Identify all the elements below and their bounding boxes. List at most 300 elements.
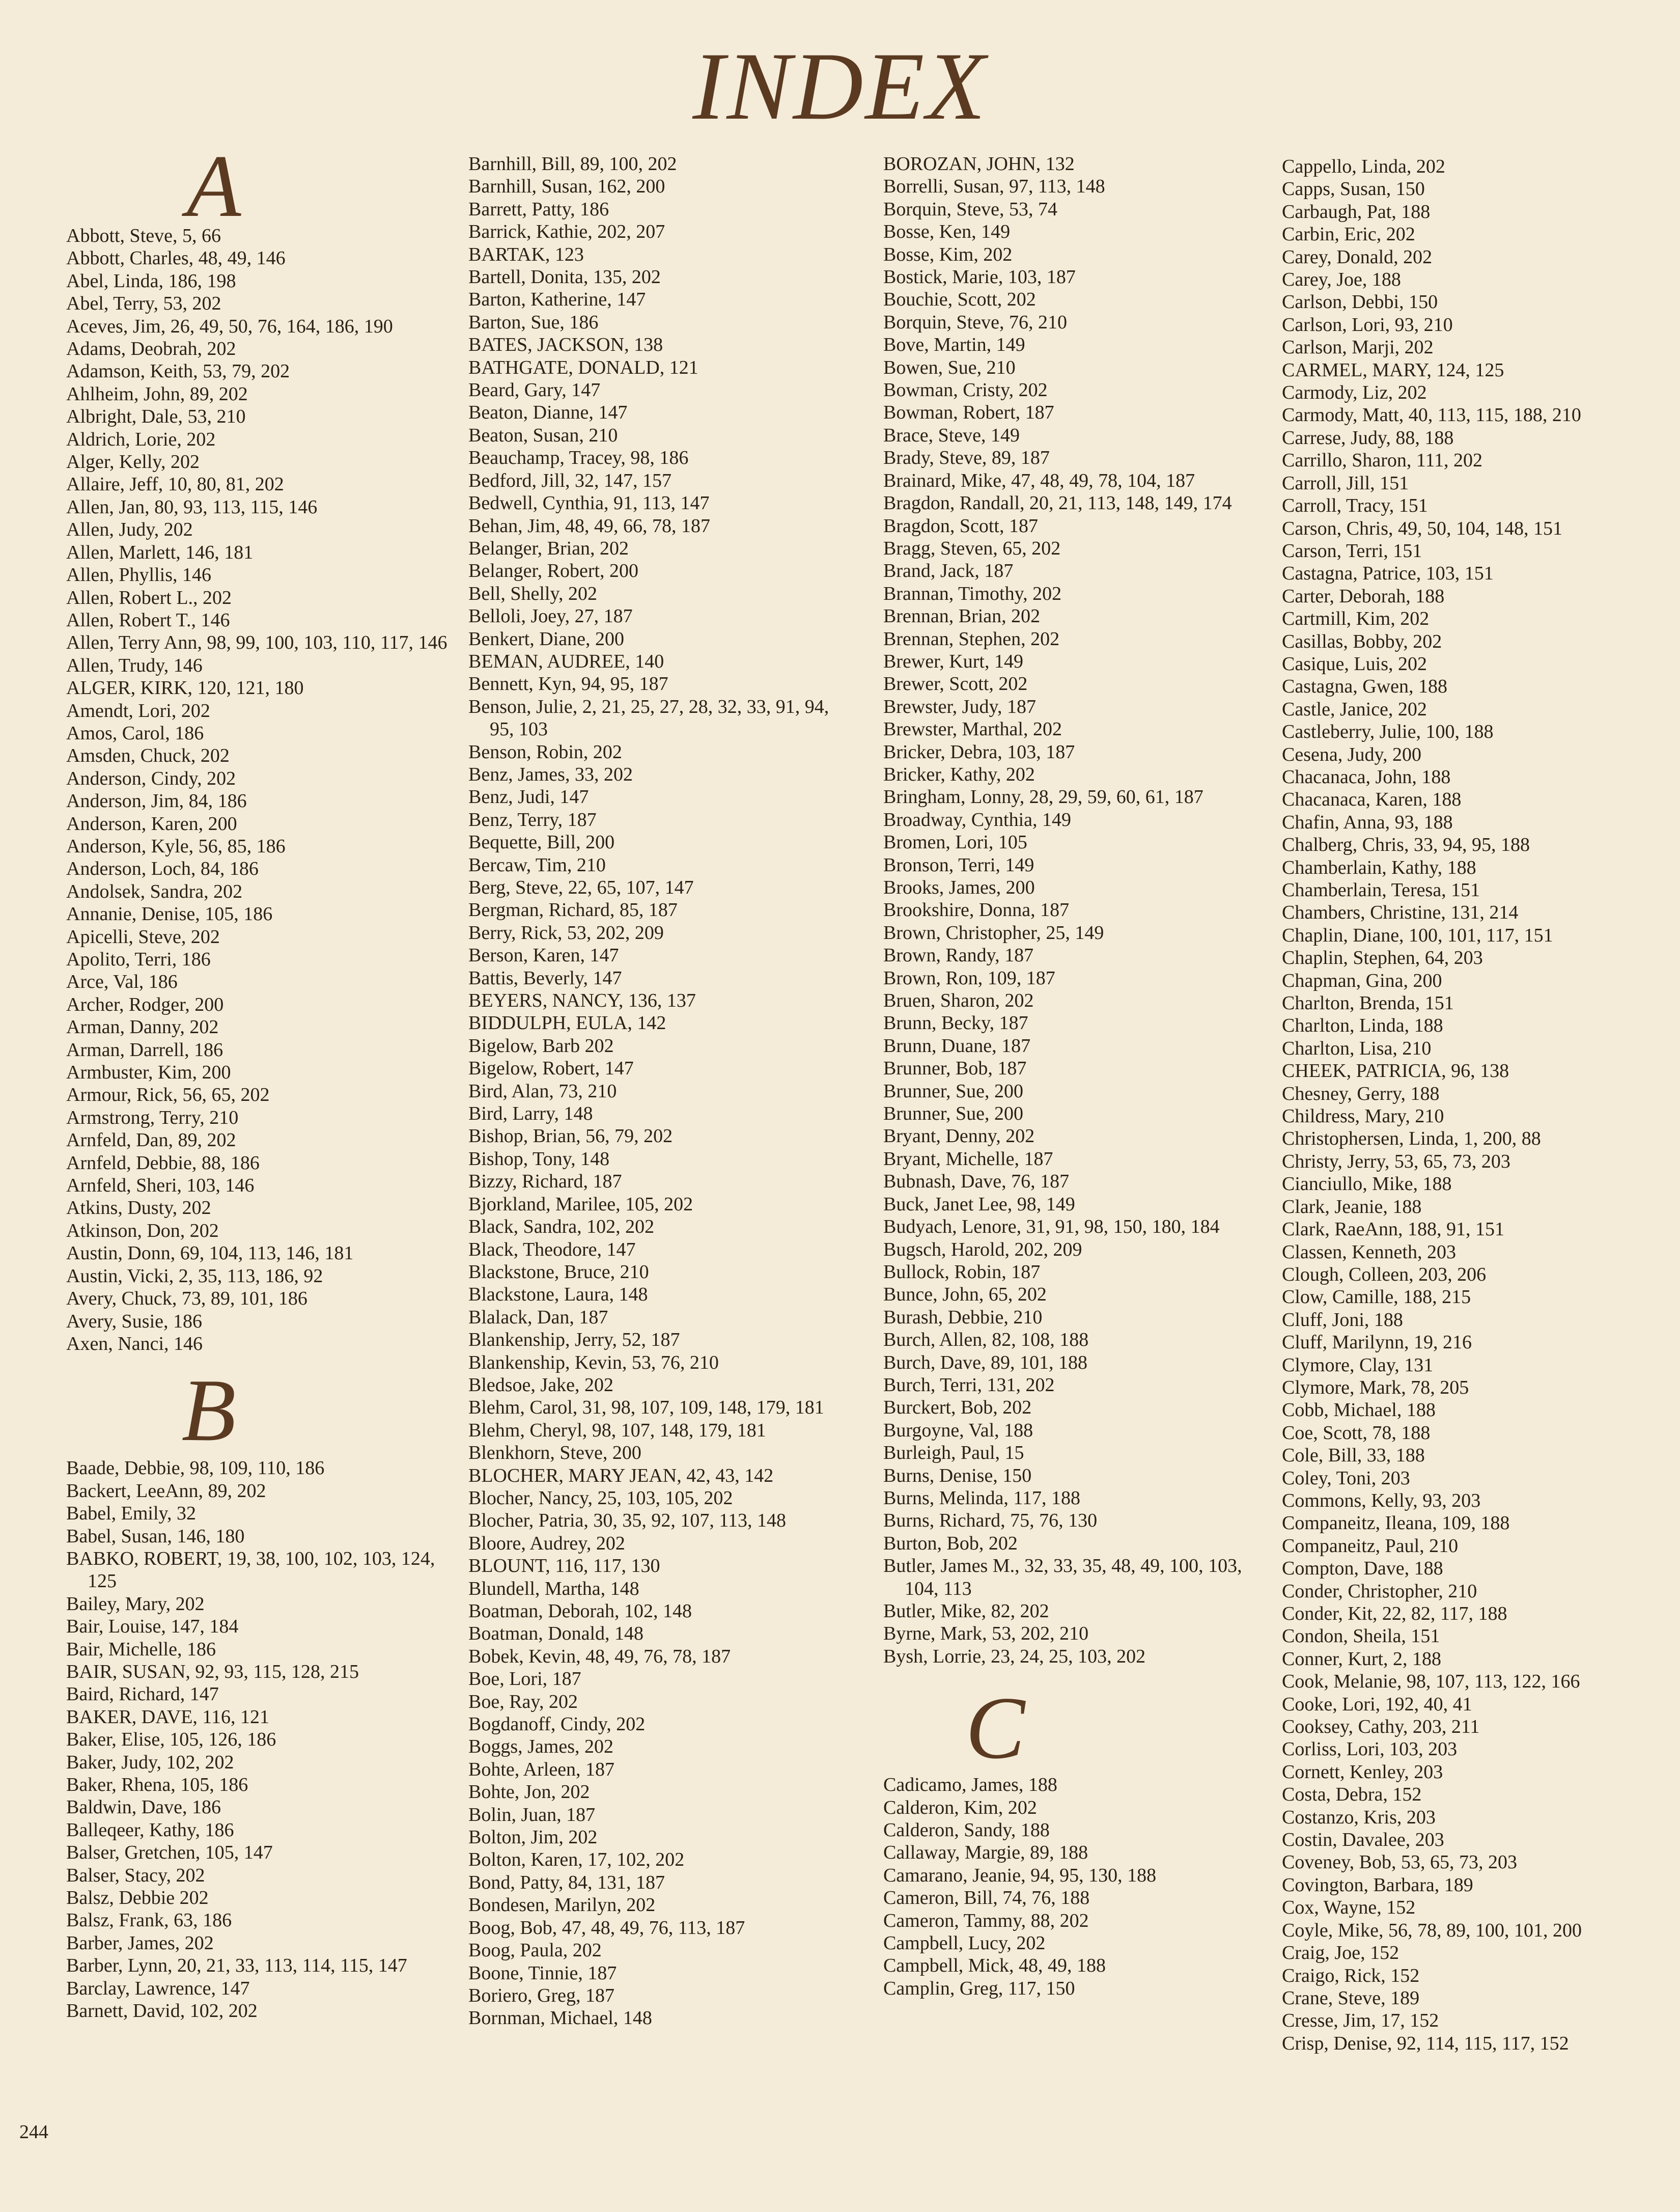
- index-entry: Cartmill, Kim, 202: [1282, 608, 1430, 630]
- index-entry: Bledsoe, Jake, 202: [468, 1374, 613, 1396]
- index-entry: Carmody, Matt, 40, 113, 115, 188, 210: [1282, 404, 1581, 426]
- index-entry: Covington, Barbara, 189: [1282, 1874, 1473, 1896]
- index-entry: Blocher, Patria, 30, 35, 92, 107, 113, 148: [468, 1510, 786, 1532]
- index-entry: Carson, Chris, 49, 50, 104, 148, 151: [1282, 517, 1562, 539]
- index-entry: Bronson, Terri, 149: [883, 854, 1034, 876]
- page-number: 244: [19, 2121, 48, 2143]
- index-entry: Brewer, Scott, 202: [883, 673, 1028, 695]
- index-entry: CARMEL, MARY, 124, 125: [1282, 359, 1504, 381]
- section-letter: B: [181, 1361, 236, 1460]
- index-entry: Clow, Camille, 188, 215: [1282, 1286, 1471, 1308]
- index-entry: Carlson, Lori, 93, 210: [1282, 314, 1453, 336]
- index-entry: Burash, Debbie, 210: [883, 1306, 1043, 1328]
- index-entry: Burch, Terri, 131, 202: [883, 1374, 1055, 1396]
- index-entry: Beaton, Dianne, 147: [468, 402, 628, 424]
- index-entry: Albright, Dale, 53, 210: [66, 406, 246, 428]
- index-entry: Avery, Susie, 186: [66, 1310, 203, 1332]
- index-entry: Baldwin, Dave, 186: [66, 1796, 221, 1818]
- index-entry: Carson, Terri, 151: [1282, 540, 1422, 562]
- index-entry: Allen, Judy, 202: [66, 519, 193, 541]
- index-entry: Austin, Vicki, 2, 35, 113, 186, 92: [66, 1265, 323, 1287]
- index-entry: Brown, Ron, 109, 187: [883, 967, 1055, 989]
- index-entry: Bryant, Denny, 202: [883, 1125, 1035, 1147]
- index-entry: Anderson, Kyle, 56, 85, 186: [66, 835, 286, 857]
- index-entry: Borquin, Steve, 76, 210: [883, 311, 1067, 333]
- index-entry: Bohte, Arleen, 187: [468, 1758, 615, 1780]
- index-entry: Craig, Joe, 152: [1282, 1942, 1399, 1964]
- index-entry: Bartell, Donita, 135, 202: [468, 266, 661, 288]
- index-entry: Brand, Jack, 187: [883, 560, 1014, 582]
- index-entry: Craigo, Rick, 152: [1282, 1965, 1420, 1986]
- index-entry: Chapman, Gina, 200: [1282, 970, 1442, 991]
- index-entry: Bricker, Kathy, 202: [883, 763, 1035, 785]
- index-entry: Chacanaca, John, 188: [1282, 766, 1451, 788]
- index-entry: Berry, Rick, 53, 202, 209: [468, 922, 664, 944]
- index-entry: Allen, Trudy, 146: [66, 654, 203, 676]
- index-entry: Broadway, Cynthia, 149: [883, 809, 1072, 831]
- index-entry: Beard, Gary, 147: [468, 379, 601, 401]
- index-entry: Bragdon, Scott, 187: [883, 515, 1038, 537]
- index-entry: Cameron, Tammy, 88, 202: [883, 1910, 1089, 1931]
- index-entry: Bringham, Lonny, 28, 29, 59, 60, 61, 187: [883, 786, 1203, 808]
- index-entry: BARTAK, 123: [468, 243, 584, 265]
- index-entry: Cadicamo, James, 188: [883, 1774, 1057, 1796]
- index-entry: BABKO, ROBERT, 19, 38, 100, 102, 103, 124, 125: [66, 1547, 440, 1592]
- index-entry: CHEEK, PATRICIA, 96, 138: [1282, 1060, 1509, 1082]
- index-entry: Campbell, Mick, 48, 49, 188: [883, 1955, 1106, 1977]
- index-entry: Carrese, Judy, 88, 188: [1282, 427, 1454, 449]
- index-entry: Bird, Larry, 148: [468, 1103, 593, 1125]
- index-entry: Backert, LeeAnn, 89, 202: [66, 1480, 266, 1502]
- index-entry: Bolin, Juan, 187: [468, 1804, 596, 1826]
- index-entry: Amsden, Chuck, 202: [66, 745, 230, 767]
- index-entry: Blalack, Dan, 187: [468, 1306, 608, 1328]
- index-entry: Bunce, John, 65, 202: [883, 1284, 1047, 1306]
- index-entry: Allen, Terry Ann, 98, 99, 100, 103, 110, 117, 146: [66, 632, 447, 654]
- index-entry: Costin, Davalee, 203: [1282, 1829, 1444, 1851]
- index-entry: BEMAN, AUDREE, 140: [468, 650, 664, 672]
- index-entry: Allen, Robert L., 202: [66, 587, 232, 609]
- index-entry: Clymore, Mark, 78, 205: [1282, 1376, 1469, 1398]
- index-entry: Anderson, Jim, 84, 186: [66, 790, 247, 812]
- index-entry: Bostick, Marie, 103, 187: [883, 266, 1076, 288]
- index-entry: Bolton, Karen, 17, 102, 202: [468, 1849, 685, 1871]
- index-entry: Armour, Rick, 56, 65, 202: [66, 1084, 270, 1106]
- index-entry: Babel, Susan, 146, 180: [66, 1525, 245, 1547]
- index-entry: Coe, Scott, 78, 188: [1282, 1422, 1431, 1444]
- index-entry: Burgoyne, Val, 188: [883, 1419, 1033, 1441]
- index-entry: Brunner, Bob, 187: [883, 1058, 1027, 1080]
- index-entry: Benkert, Diane, 200: [468, 628, 625, 650]
- index-entry: Calderon, Sandy, 188: [883, 1819, 1050, 1841]
- index-entry: Arnfeld, Dan, 89, 202: [66, 1129, 236, 1151]
- index-entry: Chamberlain, Kathy, 188: [1282, 856, 1476, 878]
- index-entry: Carbaugh, Pat, 188: [1282, 201, 1431, 223]
- index-entry: Bobek, Kevin, 48, 49, 76, 78, 187: [468, 1645, 731, 1667]
- index-entry: ALGER, KIRK, 120, 121, 180: [66, 677, 304, 699]
- index-entry: Bubnash, Dave, 76, 187: [883, 1171, 1070, 1193]
- index-entry: Arman, Darrell, 186: [66, 1039, 223, 1061]
- index-entry: Blankenship, Jerry, 52, 187: [468, 1329, 680, 1351]
- index-entry: Anderson, Karen, 200: [66, 813, 237, 835]
- index-entry: Burns, Richard, 75, 76, 130: [883, 1510, 1098, 1532]
- index-entry: Bergman, Richard, 85, 187: [468, 899, 678, 921]
- index-entry: Charlton, Linda, 188: [1282, 1015, 1443, 1037]
- index-entry: Carey, Donald, 202: [1282, 246, 1433, 268]
- index-entry: Commons, Kelly, 93, 203: [1282, 1489, 1481, 1511]
- index-entry: Bondesen, Marilyn, 202: [468, 1894, 656, 1916]
- index-entry: Boe, Lori, 187: [468, 1668, 581, 1690]
- index-entry: Anderson, Loch, 84, 186: [66, 858, 259, 880]
- index-entry: Compton, Dave, 188: [1282, 1558, 1443, 1580]
- index-entry: Anderson, Cindy, 202: [66, 767, 236, 789]
- index-entry: Blehm, Carol, 31, 98, 107, 109, 148, 179, 181: [468, 1397, 824, 1419]
- index-entry: Chalberg, Chris, 33, 94, 95, 188: [1282, 834, 1530, 856]
- index-entry: Charlton, Lisa, 210: [1282, 1037, 1432, 1059]
- index-entry: BEYERS, NANCY, 136, 137: [468, 990, 696, 1012]
- index-entry: Bornman, Michael, 148: [468, 2007, 652, 2029]
- index-entry: Archer, Rodger, 200: [66, 993, 224, 1015]
- index-entry: Barrick, Kathie, 202, 207: [468, 221, 665, 243]
- index-entry: Carlson, Marji, 202: [1282, 337, 1434, 358]
- index-entry: BAKER, DAVE, 116, 121: [66, 1706, 270, 1728]
- index-entry: Brennan, Stephen, 202: [883, 628, 1060, 650]
- index-entry: BATHGATE, DONALD, 121: [468, 356, 698, 378]
- index-entry: Bond, Patty, 84, 131, 187: [468, 1871, 665, 1893]
- index-entry: Brewster, Marthal, 202: [883, 718, 1062, 740]
- index-entry: Brunn, Duane, 187: [883, 1035, 1031, 1057]
- index-entry: Bromen, Lori, 105: [883, 832, 1027, 853]
- index-entry: Classen, Kenneth, 203: [1282, 1241, 1456, 1263]
- index-entry: Benz, James, 33, 202: [468, 763, 633, 785]
- section-letter: C: [965, 1678, 1025, 1778]
- index-entry: Costanzo, Kris, 203: [1282, 1806, 1436, 1828]
- index-entry: Annanie, Denise, 105, 186: [66, 903, 273, 925]
- index-entry: Barton, Katherine, 147: [468, 289, 646, 311]
- index-entry: Beaton, Susan, 210: [468, 424, 618, 446]
- index-entry: Brunn, Becky, 187: [883, 1012, 1028, 1034]
- index-entry: Bercaw, Tim, 210: [468, 854, 606, 876]
- index-entry: Brewster, Judy, 187: [883, 696, 1036, 717]
- index-entry: Clark, Jeanie, 188: [1282, 1196, 1422, 1218]
- index-entry: Bair, Louise, 147, 184: [66, 1616, 239, 1638]
- index-entry: Bosse, Ken, 149: [883, 221, 1011, 243]
- index-entry: BATES, JACKSON, 138: [468, 334, 663, 356]
- index-entry: BIDDULPH, EULA, 142: [468, 1012, 666, 1034]
- index-entry: Barber, Lynn, 20, 21, 33, 113, 114, 115, 147: [66, 1955, 407, 1977]
- index-entry: Baird, Richard, 147: [66, 1683, 219, 1705]
- index-entry: Carmody, Liz, 202: [1282, 382, 1427, 404]
- index-entry: Balser, Gretchen, 105, 147: [66, 1842, 273, 1864]
- index-entry: Brennan, Brian, 202: [883, 605, 1041, 627]
- index-entry: Casillas, Bobby, 202: [1282, 630, 1442, 652]
- index-entry: Callaway, Margie, 89, 188: [883, 1842, 1088, 1864]
- index-entry: Balsz, Debbie 202: [66, 1887, 209, 1909]
- index-entry: Brunner, Sue, 200: [883, 1103, 1023, 1125]
- index-column-4: [1282, 155, 1669, 2055]
- index-entry: Carey, Joe, 188: [1282, 269, 1401, 291]
- index-entry: Allen, Jan, 80, 93, 113, 115, 146: [66, 496, 318, 518]
- index-entry: Chacanaca, Karen, 188: [1282, 789, 1462, 811]
- index-entry: Bowen, Sue, 210: [883, 356, 1016, 378]
- index-entry: Benson, Julie, 2, 21, 25, 27, 28, 32, 33, 91, 94, 95, 103: [468, 696, 834, 740]
- index-entry: Chesney, Gerry, 188: [1282, 1083, 1440, 1104]
- index-entry: Bowman, Robert, 187: [883, 402, 1054, 424]
- index-entry: Blocher, Nancy, 25, 103, 105, 202: [468, 1487, 733, 1509]
- index-entry: Avery, Chuck, 73, 89, 101, 186: [66, 1288, 307, 1310]
- index-entry: Boog, Paula, 202: [468, 1940, 602, 1961]
- index-entry: Calderon, Kim, 202: [883, 1796, 1037, 1818]
- index-entry: Barrett, Patty, 186: [468, 198, 609, 220]
- index-entry: Carlson, Debbi, 150: [1282, 291, 1438, 313]
- index-entry: Burch, Allen, 82, 108, 188: [883, 1329, 1089, 1351]
- index-entry: Borquin, Steve, 53, 74: [883, 198, 1057, 220]
- index-entry: Conner, Kurt, 2, 188: [1282, 1648, 1441, 1670]
- index-entry: Adamson, Keith, 53, 79, 202: [66, 361, 290, 382]
- index-entry: Behan, Jim, 48, 49, 66, 78, 187: [468, 515, 710, 537]
- index-entry: Cianciullo, Mike, 188: [1282, 1173, 1452, 1195]
- index-entry: Cooke, Lori, 192, 40, 41: [1282, 1693, 1472, 1715]
- index-entry: Abbott, Steve, 5, 66: [66, 225, 221, 246]
- index-entry: Babel, Emily, 32: [66, 1503, 197, 1525]
- index-entry: Brooks, James, 200: [883, 877, 1035, 898]
- index-entry: Condon, Sheila, 151: [1282, 1625, 1440, 1647]
- index-entry: Cook, Melanie, 98, 107, 113, 122, 166: [1282, 1671, 1580, 1693]
- index-entry: Brookshire, Donna, 187: [883, 899, 1070, 921]
- index-entry: Bolton, Jim, 202: [468, 1827, 598, 1848]
- index-entry: BOROZAN, JOHN, 132: [883, 153, 1075, 175]
- index-entry: Bysh, Lorrie, 23, 24, 25, 103, 202: [883, 1645, 1146, 1667]
- index-entry: Cox, Wayne, 152: [1282, 1897, 1416, 1919]
- index-entry: Carroll, Jill, 151: [1282, 472, 1409, 494]
- index-entry: Bird, Alan, 73, 210: [468, 1080, 617, 1102]
- index-entry: Axen, Nanci, 146: [66, 1333, 203, 1354]
- index-entry: Cornett, Kenley, 203: [1282, 1761, 1443, 1783]
- index-entry: Carrillo, Sharon, 111, 202: [1282, 450, 1483, 472]
- index-entry: Burckert, Bob, 202: [883, 1397, 1032, 1419]
- index-column-3: [883, 153, 1270, 2000]
- index-entry: Black, Theodore, 147: [468, 1238, 636, 1260]
- index-entry: Carter, Deborah, 188: [1282, 585, 1445, 607]
- index-entry: Crane, Steve, 189: [1282, 1987, 1420, 2009]
- index-entry: Cresse, Jim, 17, 152: [1282, 2010, 1439, 2032]
- index-entry: Companeitz, Ileana, 109, 188: [1282, 1512, 1510, 1534]
- index-entry: Brewer, Kurt, 149: [883, 650, 1023, 672]
- index-entry: Blundell, Martha, 148: [468, 1578, 639, 1599]
- index-entry: Burch, Dave, 89, 101, 188: [883, 1351, 1088, 1373]
- index-entry: Brannan, Timothy, 202: [883, 583, 1062, 604]
- index-entry: Bishop, Tony, 148: [468, 1148, 610, 1170]
- index-entry: Capps, Susan, 150: [1282, 178, 1425, 200]
- index-entry: Byrne, Mark, 53, 202, 210: [883, 1623, 1089, 1645]
- index-entry: Allen, Phyllis, 146: [66, 564, 212, 586]
- index-entry: Barclay, Lawrence, 147: [66, 1977, 250, 1999]
- index-entry: Charlton, Brenda, 151: [1282, 992, 1454, 1014]
- index-entry: Brown, Randy, 187: [883, 945, 1034, 966]
- index-entry: Aldrich, Lorie, 202: [66, 428, 216, 450]
- index-entry: Abel, Terry, 53, 202: [66, 293, 221, 315]
- index-entry: Bjorkland, Marilee, 105, 202: [468, 1193, 693, 1215]
- index-entry: Chaplin, Stephen, 64, 203: [1282, 947, 1483, 969]
- index-entry: Buck, Janet Lee, 98, 149: [883, 1193, 1075, 1215]
- index-entry: Beauchamp, Tracey, 98, 186: [468, 447, 689, 469]
- index-entry: Clark, RaeAnn, 188, 91, 151: [1282, 1219, 1504, 1240]
- index-entry: Bigelow, Barb 202: [468, 1035, 614, 1057]
- index-entry: BLOCHER, MARY JEAN, 42, 43, 142: [468, 1464, 774, 1486]
- index-entry: Bennett, Kyn, 94, 95, 187: [468, 673, 668, 695]
- index-entry: Conder, Kit, 22, 82, 117, 188: [1282, 1603, 1507, 1624]
- index-entry: Boone, Tinnie, 187: [468, 1962, 617, 1984]
- index-entry: Bell, Shelly, 202: [468, 583, 597, 604]
- index-entry: Armstrong, Terry, 210: [66, 1107, 239, 1128]
- index-entry: Carroll, Tracy, 151: [1282, 495, 1428, 517]
- index-entry: Barton, Sue, 186: [468, 311, 599, 333]
- index-entry: Baker, Rhena, 105, 186: [66, 1774, 248, 1795]
- index-entry: Castagna, Gwen, 188: [1282, 676, 1448, 698]
- index-entry: Bouchie, Scott, 202: [883, 289, 1036, 311]
- index-entry: Alger, Kelly, 202: [66, 451, 200, 473]
- index-entry: Bugsch, Harold, 202, 209: [883, 1238, 1082, 1260]
- index-entry: Bragg, Steven, 65, 202: [883, 537, 1061, 559]
- index-entry: Berg, Steve, 22, 65, 107, 147: [468, 877, 694, 898]
- index-entry: Bryant, Michelle, 187: [883, 1148, 1053, 1170]
- index-entry: Bruen, Sharon, 202: [883, 990, 1034, 1012]
- index-entry: Balleqeer, Kathy, 186: [66, 1819, 234, 1841]
- index-entry: Carbin, Eric, 202: [1282, 224, 1415, 245]
- index-entry: Adams, Deobrah, 202: [66, 338, 236, 360]
- index-entry: Arnfeld, Sheri, 103, 146: [66, 1175, 255, 1197]
- index-entry: Apicelli, Steve, 202: [66, 926, 220, 948]
- index-entry: Barber, James, 202: [66, 1932, 214, 1954]
- index-entry: Casique, Luis, 202: [1282, 653, 1427, 675]
- index-column-1: [66, 136, 453, 2022]
- index-entry: Brace, Steve, 149: [883, 424, 1020, 446]
- index-entry: Butler, Mike, 82, 202: [883, 1600, 1049, 1622]
- index-entry: Baade, Debbie, 98, 109, 110, 186: [66, 1457, 325, 1479]
- index-entry: Barnhill, Susan, 162, 200: [468, 176, 665, 198]
- index-entry: Boatman, Deborah, 102, 148: [468, 1600, 692, 1622]
- index-entry: Ahlheim, John, 89, 202: [66, 383, 248, 405]
- index-entry: Atkinson, Don, 202: [66, 1220, 219, 1241]
- index-entry: Benson, Robin, 202: [468, 741, 622, 763]
- index-entry: Arman, Danny, 202: [66, 1016, 219, 1038]
- index-entry: Belanger, Brian, 202: [468, 537, 629, 559]
- index-entry: Clough, Colleen, 203, 206: [1282, 1263, 1487, 1285]
- index-entry: Burleigh, Paul, 15: [883, 1442, 1024, 1464]
- index-entry: Chaplin, Diane, 100, 101, 117, 151: [1282, 924, 1553, 946]
- index-entry: Boatman, Donald, 148: [468, 1623, 644, 1645]
- index-entry: Benz, Terry, 187: [468, 809, 597, 831]
- index-entry: Bizzy, Richard, 187: [468, 1171, 622, 1193]
- index-entry: Borrelli, Susan, 97, 113, 148: [883, 176, 1105, 198]
- index-entry: Cameron, Bill, 74, 76, 188: [883, 1887, 1090, 1909]
- index-entry: Boggs, James, 202: [468, 1736, 613, 1758]
- index-entry: Camarano, Jeanie, 94, 95, 130, 188: [883, 1864, 1157, 1886]
- index-entry: Blackstone, Laura, 148: [468, 1284, 648, 1306]
- index-entry: Budyach, Lenore, 31, 91, 98, 150, 180, 184: [883, 1216, 1220, 1238]
- index-entry: Cluff, Marilynn, 19, 216: [1282, 1332, 1472, 1353]
- index-entry: Campbell, Lucy, 202: [883, 1932, 1046, 1954]
- index-entry: Bowman, Cristy, 202: [883, 379, 1048, 401]
- index-entry: Chafin, Anna, 93, 188: [1282, 811, 1453, 833]
- index-entry: Butler, James M., 32, 33, 35, 48, 49, 100, 103, 104, 113: [883, 1555, 1247, 1599]
- index-entry: Castleberry, Julie, 100, 188: [1282, 721, 1494, 743]
- index-entry: Balsz, Frank, 63, 186: [66, 1910, 232, 1931]
- index-entry: Andolsek, Sandra, 202: [66, 880, 243, 902]
- index-entry: Blehm, Cheryl, 98, 107, 148, 179, 181: [468, 1419, 766, 1441]
- index-entry: Corliss, Lori, 103, 203: [1282, 1738, 1458, 1760]
- index-entry: Coyle, Mike, 56, 78, 89, 100, 101, 200: [1282, 1919, 1582, 1941]
- index-entry: Belloli, Joey, 27, 187: [468, 605, 633, 627]
- index-entry: Costa, Debra, 152: [1282, 1784, 1422, 1806]
- index-entry: Bricker, Debra, 103, 187: [883, 741, 1075, 763]
- index-entry: Brady, Steve, 89, 187: [883, 447, 1050, 469]
- index-entry: Atkins, Dusty, 202: [66, 1197, 211, 1219]
- index-entry: Conder, Christopher, 210: [1282, 1580, 1477, 1602]
- index-entry: Chambers, Christine, 131, 214: [1282, 902, 1519, 924]
- index-entry: Burns, Denise, 150: [883, 1464, 1032, 1486]
- index-entry: Crisp, Denise, 92, 114, 115, 117, 152: [1282, 2032, 1569, 2054]
- index-entry: Abbott, Charles, 48, 49, 146: [66, 247, 286, 269]
- index-entry: Burns, Melinda, 117, 188: [883, 1487, 1081, 1509]
- index-entry: Bequette, Bill, 200: [468, 832, 615, 853]
- index-entry: Black, Sandra, 102, 202: [468, 1216, 655, 1238]
- index-entry: Companeitz, Paul, 210: [1282, 1535, 1459, 1557]
- index-entry: Coley, Toni, 203: [1282, 1467, 1410, 1489]
- index-entry: Balser, Stacy, 202: [66, 1864, 205, 1886]
- index-column-2: [468, 153, 855, 2030]
- index-entry: Bedwell, Cynthia, 91, 113, 147: [468, 492, 710, 514]
- index-entry: Baker, Judy, 102, 202: [66, 1751, 234, 1773]
- index-entry: Cobb, Michael, 188: [1282, 1399, 1436, 1421]
- index-entry: Castle, Janice, 202: [1282, 698, 1427, 720]
- index-entry: Belanger, Robert, 200: [468, 560, 639, 582]
- index-entry: Barnhill, Bill, 89, 100, 202: [468, 153, 677, 175]
- index-entry: Christy, Jerry, 53, 65, 73, 203: [1282, 1150, 1510, 1172]
- index-entry: Baker, Elise, 105, 126, 186: [66, 1729, 276, 1751]
- index-entry: Blankenship, Kevin, 53, 76, 210: [468, 1351, 719, 1373]
- index-entry: Amos, Carol, 186: [66, 722, 204, 744]
- index-entry: Castagna, Patrice, 103, 151: [1282, 563, 1494, 585]
- index-entry: Armbuster, Kim, 200: [66, 1062, 231, 1084]
- index-entry: Chamberlain, Teresa, 151: [1282, 879, 1480, 901]
- index-entry: Brown, Christopher, 25, 149: [883, 922, 1104, 944]
- index-entry: Bullock, Robin, 187: [883, 1261, 1041, 1283]
- index-entry: Arce, Val, 186: [66, 971, 178, 993]
- index-entry: Berson, Karen, 147: [468, 945, 619, 966]
- index-entry: Allen, Marlett, 146, 181: [66, 541, 254, 563]
- index-entry: Allen, Robert T., 146: [66, 609, 230, 631]
- index-entry: Bove, Martin, 149: [883, 334, 1025, 356]
- index-entry: BAIR, SUSAN, 92, 93, 115, 128, 215: [66, 1661, 359, 1682]
- index-entry: Bigelow, Robert, 147: [468, 1058, 634, 1080]
- index-entry: Cooksey, Cathy, 203, 211: [1282, 1716, 1480, 1738]
- index-entry: Blackstone, Bruce, 210: [468, 1261, 649, 1283]
- index-entry: Clymore, Clay, 131: [1282, 1354, 1434, 1376]
- index-entry: Bedford, Jill, 32, 147, 157: [468, 469, 671, 491]
- index-entry: Coveney, Bob, 53, 65, 73, 203: [1282, 1851, 1517, 1873]
- index-entry: Bair, Michelle, 186: [66, 1638, 216, 1660]
- index-entry: Aceves, Jim, 26, 49, 50, 76, 164, 186, 190: [66, 315, 393, 337]
- index-entry: Cappello, Linda, 202: [1282, 156, 1445, 177]
- index-entry: Abel, Linda, 186, 198: [66, 270, 236, 292]
- index-entry: Apolito, Terri, 186: [66, 949, 211, 970]
- index-entry: Bohte, Jon, 202: [468, 1781, 590, 1803]
- index-entry: Arnfeld, Debbie, 88, 186: [66, 1152, 260, 1174]
- index-entry: Battis, Beverly, 147: [468, 967, 622, 989]
- index-entry: Boog, Bob, 47, 48, 49, 76, 113, 187: [468, 1917, 745, 1939]
- index-entry: Cole, Bill, 33, 188: [1282, 1445, 1425, 1467]
